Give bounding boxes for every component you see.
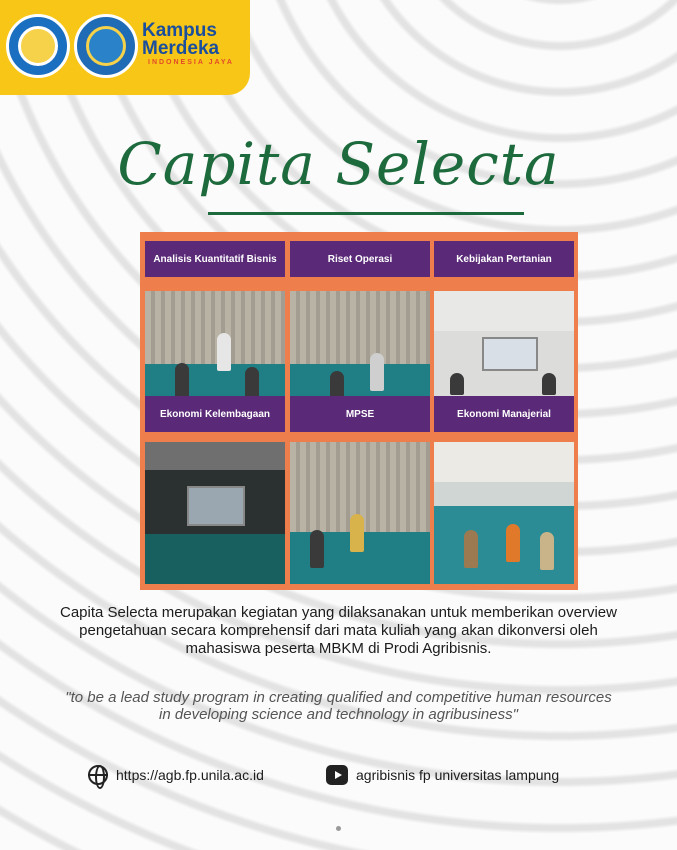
course-photo — [290, 442, 430, 584]
logo-banner — [0, 0, 250, 95]
ministry-logo-icon — [6, 14, 70, 78]
youtube-icon — [326, 765, 348, 785]
photo-collage — [140, 232, 578, 590]
youtube-channel[interactable]: agribisnis fp universitas lampung — [356, 767, 560, 783]
website-link[interactable]: https://agb.fp.unila.ac.id — [116, 767, 264, 783]
course-card — [434, 396, 574, 432]
brand-line-1: Kampus — [142, 20, 217, 41]
course-photo — [434, 442, 574, 584]
course-card — [290, 241, 430, 277]
course-label: Ekonomi Manajerial — [434, 396, 574, 432]
course-card — [434, 241, 574, 277]
course-label: Kebijakan Pertanian — [434, 241, 574, 277]
vision-quote: "to be a lead study program in creating qualified and competitive human resources in developing science and technology in agribusiness" — [65, 689, 612, 723]
carousel-dot[interactable] — [336, 826, 341, 831]
course-photo — [145, 442, 285, 584]
website-contact[interactable] — [88, 765, 264, 785]
university-logo-icon — [74, 14, 138, 78]
title-underline — [208, 212, 524, 215]
globe-icon — [88, 765, 108, 785]
kampus-merdeka-logo — [142, 22, 234, 68]
course-label: MPSE — [290, 396, 430, 432]
page-title: Capita Selecta — [117, 130, 560, 198]
brand-line-2: Merdeka — [142, 38, 220, 59]
course-photo — [290, 291, 430, 398]
youtube-contact[interactable] — [326, 765, 559, 785]
course-card — [145, 241, 285, 277]
description-text: Capita Selecta merupakan kegiatan yang dilaksanakan untuk memberikan overview pengetahuan secara komprehensif dari mata kuliah yang akan dikonversi oleh mahasiswa peserta MBKM di Prodi Agribisnis. — [60, 604, 617, 657]
course-card — [145, 396, 285, 432]
course-card — [290, 396, 430, 432]
carousel-indicator — [0, 826, 677, 831]
course-label: Riset Operasi — [290, 241, 430, 277]
brand-line-3: INDONESIA JAYA — [148, 59, 234, 66]
course-label: Analisis Kuantitatif Bisnis — [145, 241, 285, 277]
course-label: Ekonomi Kelembagaan — [145, 396, 285, 432]
course-photo — [145, 291, 285, 398]
course-photo — [434, 291, 574, 398]
